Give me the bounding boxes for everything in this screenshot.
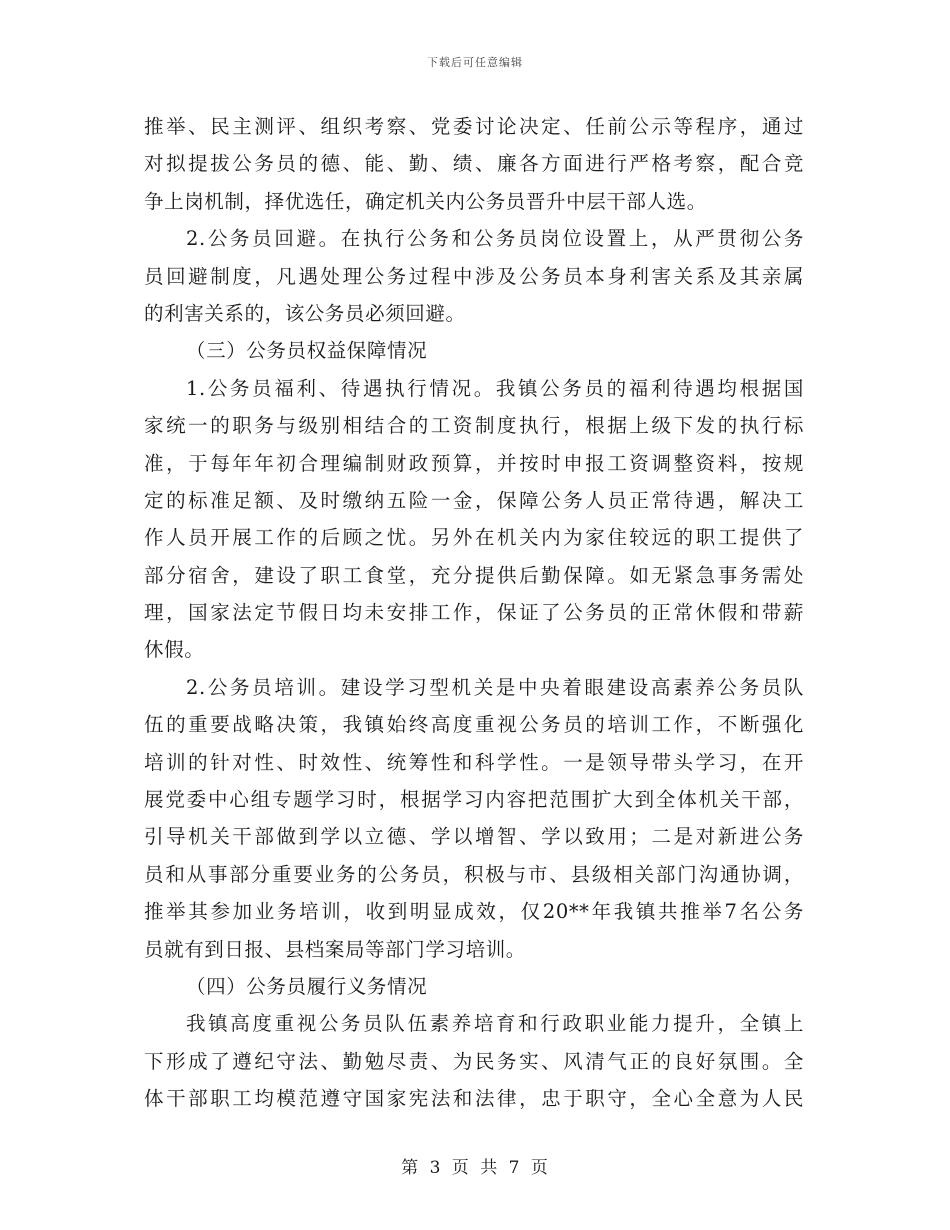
page-footer: 第 3 页 共 7 页 <box>401 1158 549 1178</box>
text-line: 准，于每年年初合理编制财政预算，并按时申报工资调整资料，按规 <box>144 451 804 475</box>
text-line: 定的标准足额、及时缴纳五险一金，保障公务人员正常待遇，解决工 <box>144 488 804 512</box>
text-line: （三）公务员权益保障情况 <box>186 339 428 363</box>
text-line: （四）公务员履行义务情况 <box>186 974 428 998</box>
paragraph <box>144 669 804 968</box>
text-line: 员和从事部分重要业务的公务员，积极与市、县级相关部门沟通协调， <box>144 862 804 886</box>
text-line: 部分宿舍，建设了职工食堂，充分提供后勤保障。如无紧急事务需处 <box>144 563 804 587</box>
section-heading <box>144 968 804 1005</box>
text-line: 推举、民主测评、组织考察、党委讨论决定、任前公示等程序，通过 <box>144 115 804 138</box>
text-line: 体干部职工均模范遵守国家宪法和法律，忠于职守，全心全意为人民 <box>144 1087 804 1111</box>
text-line: 2.公务员培训。建设学习型机关是中央着眼建设高素养公务员队 <box>186 675 804 699</box>
paragraph <box>144 108 804 220</box>
text-line: 理，国家法定节假日均未安排工作，保证了公务员的正常休假和带薪 <box>144 601 804 625</box>
text-line: 休假。 <box>144 638 205 662</box>
paragraph <box>144 370 804 669</box>
text-line: 培训的针对性、时效性、统筹性和科学性。一是领导带头学习，在开 <box>144 750 804 774</box>
page-header: 下载后可任意编辑 <box>427 56 523 69</box>
document-body <box>144 108 804 1118</box>
text-line: 争上岗机制，择优选任，确定机关内公务员晋升中层干部人选。 <box>144 189 707 213</box>
text-line: 作人员开展工作的后顾之忧。另外在机关内为家住较远的职工提供了 <box>144 526 804 550</box>
text-line: 1.公务员福利、待遇执行情况。我镇公务员的福利待遇均根据国 <box>186 376 804 400</box>
text-line: 引导机关干部做到学以立德、学以增智、学以致用；二是对新进公务 <box>144 825 804 849</box>
text-line: 伍的重要战略决策，我镇始终高度重视公务员的培训工作，不断强化 <box>144 713 804 737</box>
text-line: 2.公务员回避。在执行公务和公务员岗位设置上，从严贯彻公务 <box>186 227 804 251</box>
text-line: 对拟提拔公务员的德、能、勤、绩、廉各方面进行严格考察，配合竞 <box>144 152 804 176</box>
paragraph <box>144 220 804 332</box>
section-heading <box>144 332 804 369</box>
text-line: 下形成了遵纪守法、勤勉尽责、为民务实、风清气正的良好氛围。全 <box>144 1049 804 1073</box>
text-line: 员回避制度，凡遇处理公务过程中涉及公务员本身利害关系及其亲属 <box>144 264 804 288</box>
text-line: 员就有到日报、县档案局等部门学习培训。 <box>144 937 526 961</box>
text-line: 展党委中心组专题学习时，根据学习内容把范围扩大到全体机关干部， <box>144 788 804 812</box>
text-line: 家统一的职务与级别相结合的工资制度执行，根据上级下发的执行标 <box>144 414 804 438</box>
text-line: 推举其参加业务培训，收到明显成效，仅20**年我镇共推举7名公务 <box>144 900 804 924</box>
text-line: 的利害关系的，该公务员必须回避。 <box>144 301 466 325</box>
text-line: 我镇高度重视公务员队伍素养培育和行政职业能力提升，全镇上 <box>186 1012 804 1036</box>
paragraph <box>144 1005 804 1117</box>
